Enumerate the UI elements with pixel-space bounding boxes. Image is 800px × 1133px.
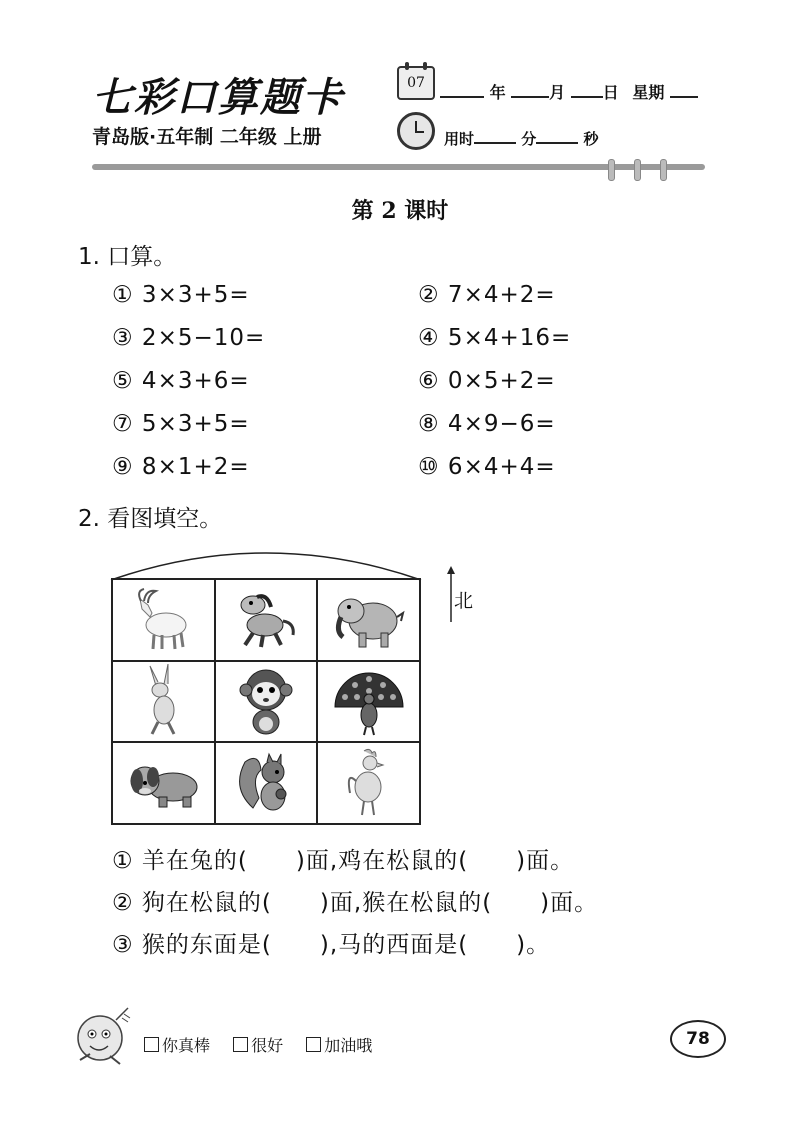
mascot-icon — [70, 1004, 134, 1070]
question-2-heading: 2. 看图填空。 — [78, 506, 223, 532]
north-label: 北 — [454, 590, 474, 612]
day-label: 日 — [602, 83, 619, 102]
minutes-blank[interactable] — [474, 128, 516, 144]
calc-item: ⑦ 5×3+5= — [112, 411, 250, 437]
weekday-label: 星期 — [632, 83, 665, 102]
calendar-icon — [397, 66, 435, 100]
calc-item: ⑩ 6×4+4= — [418, 454, 556, 480]
time-line — [444, 128, 599, 149]
day-blank[interactable] — [571, 82, 603, 98]
calc-item: ② 7×4+2= — [418, 282, 556, 308]
rating-checkbox[interactable] — [144, 1037, 159, 1052]
rating-option-label: 加油哦 — [324, 1036, 373, 1055]
rating-checkbox[interactable] — [306, 1037, 321, 1052]
fill-in-line: ① 羊在兔的( )面,鸡在松鼠的( )面。 — [112, 848, 575, 874]
peacock-icon — [317, 661, 420, 743]
lesson-title: 第 2 课时 — [351, 198, 449, 224]
date-line — [440, 80, 698, 103]
calc-item: ① 3×3+5= — [112, 282, 250, 308]
calc-item: ⑥ 0×5+2= — [418, 368, 556, 394]
minutes-label: 分 — [521, 130, 537, 148]
page-number: 78 — [670, 1020, 726, 1058]
time-label: 用时 — [444, 130, 475, 148]
roof-arc — [108, 538, 424, 582]
seconds-blank[interactable] — [536, 128, 578, 144]
logo-title: 七彩口算题卡 — [92, 74, 344, 121]
fill-in-line: ② 狗在松鼠的( )面,猴在松鼠的( )面。 — [112, 890, 599, 916]
calc-item: ⑤ 4×3+6= — [112, 368, 250, 394]
year-label: 年 — [489, 83, 506, 102]
goat-icon — [112, 579, 215, 661]
squirrel-icon — [215, 742, 318, 824]
rabbit-icon — [112, 661, 215, 743]
monkey-icon — [215, 661, 318, 743]
month-label: 月 — [549, 83, 566, 102]
weekday-blank[interactable] — [670, 82, 698, 98]
clock-icon — [397, 112, 435, 150]
rating-option-label: 很好 — [251, 1036, 284, 1055]
month-blank[interactable] — [511, 82, 549, 98]
calc-item: ③ 2×5−10= — [112, 325, 266, 351]
ring-decoration — [608, 159, 615, 181]
rating-checkbox[interactable] — [233, 1037, 248, 1052]
rating-options — [144, 1033, 372, 1056]
rooster-icon — [317, 742, 420, 824]
horse-icon — [215, 579, 318, 661]
fill-in-line: ③ 猴的东面是( ),马的西面是( )。 — [112, 932, 551, 958]
calc-item: ④ 5×4+16= — [418, 325, 572, 351]
elephant-icon — [317, 579, 420, 661]
dog-icon — [112, 742, 215, 824]
calc-item: ⑧ 4×9−6= — [418, 411, 556, 437]
animal-grid — [111, 578, 421, 825]
year-blank[interactable] — [440, 82, 484, 98]
seconds-label: 秒 — [583, 130, 599, 148]
calendar-number: 07 — [407, 75, 425, 91]
ring-decoration — [634, 159, 641, 181]
ring-decoration — [660, 159, 667, 181]
question-1-heading: 1. 口算。 — [78, 244, 177, 270]
rating-option-label: 你真棒 — [162, 1036, 211, 1055]
calc-item: ⑨ 8×1+2= — [112, 454, 250, 480]
edition-subtitle: 青岛版·五年制 二年级 上册 — [92, 126, 322, 148]
